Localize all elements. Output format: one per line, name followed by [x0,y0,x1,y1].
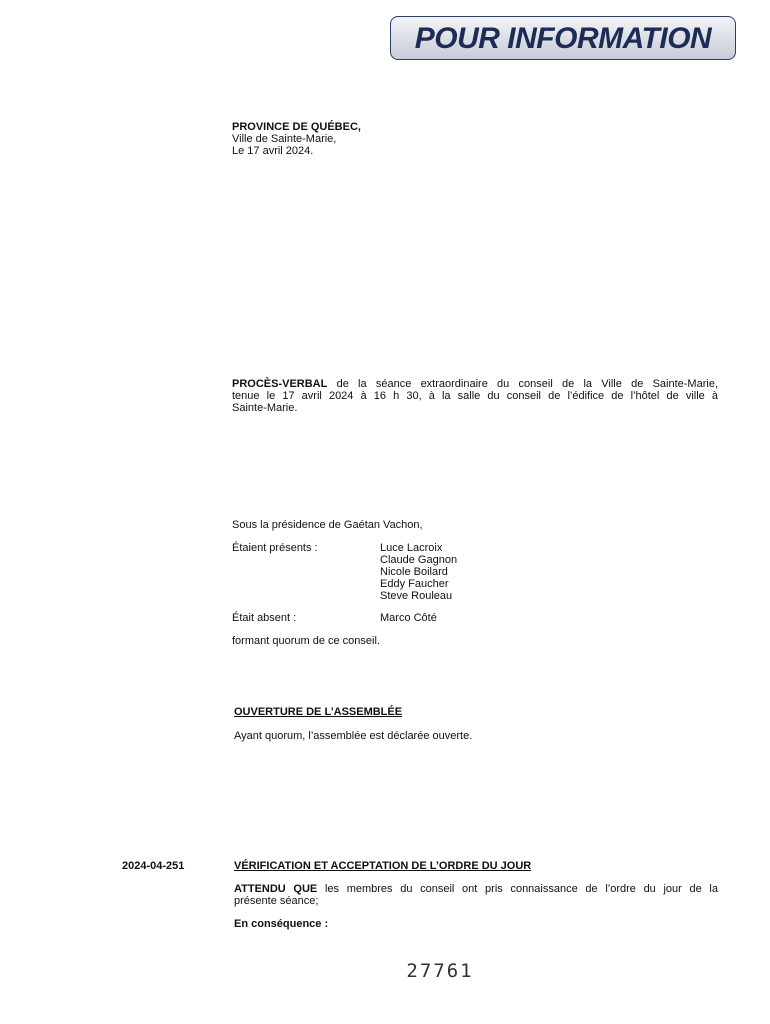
ouverture-text: Ayant quorum, l’assemblée est déclarée ouverte. [234,730,473,742]
proces-line-2: tenue le 17 avril 2024 à 16 h 30, à la salle du conseil de l’édifice de l’hôtel de ville à [232,390,718,402]
present-name: Eddy Faucher [380,578,449,590]
absent-name: Marco Côté [380,612,437,624]
attendu-line-2: présente séance; [234,895,319,907]
date-line: Le 17 avril 2024. [232,145,314,157]
resolution-title: VÉRIFICATION ET ACCEPTATION DE L’ORDRE DU JOUR [234,860,532,872]
attendu-paragraph [234,883,718,907]
proces-line-3: Sainte-Marie. [232,402,298,414]
consequence-line: En conséquence : [234,918,329,930]
present-name: Steve Rouleau [380,590,453,602]
resolution-number: 2024-04-251 [122,860,185,872]
quorum-line: formant quorum de ce conseil. [232,635,380,647]
province-line: PROVINCE DE QUÉBEC, [232,121,361,133]
present-name: Claude Gagnon [380,554,458,566]
attendu-label: ATTENDU QUE [234,883,318,895]
proces-verbal-label: PROCÈS-VERBAL [232,378,328,390]
proces-line-1: de la séance extraordinaire du conseil de la Ville de Sainte-Marie, [327,378,718,390]
absent-label: Était absent : [232,612,297,624]
document-header [232,121,361,157]
pour-information-stamp [390,16,736,60]
attendu-line-1: les membres du conseil ont pris connaissance de l’ordre du jour de la [317,883,718,895]
stamp-text: POUR INFORMATION [414,22,712,55]
presents-list [380,542,457,602]
presents-label: Étaient présents : [232,542,318,554]
presidence-line: Sous la présidence de Gaétan Vachon, [232,519,423,531]
ouverture-title: OUVERTURE DE L’ASSEMBLÉE [234,706,403,718]
ville-line: Ville de Sainte-Marie, [232,133,337,145]
page-number: 27761 [406,960,474,982]
proces-verbal-paragraph [232,378,718,414]
present-name: Luce Lacroix [380,542,443,554]
present-name: Nicole Boilard [380,566,448,578]
